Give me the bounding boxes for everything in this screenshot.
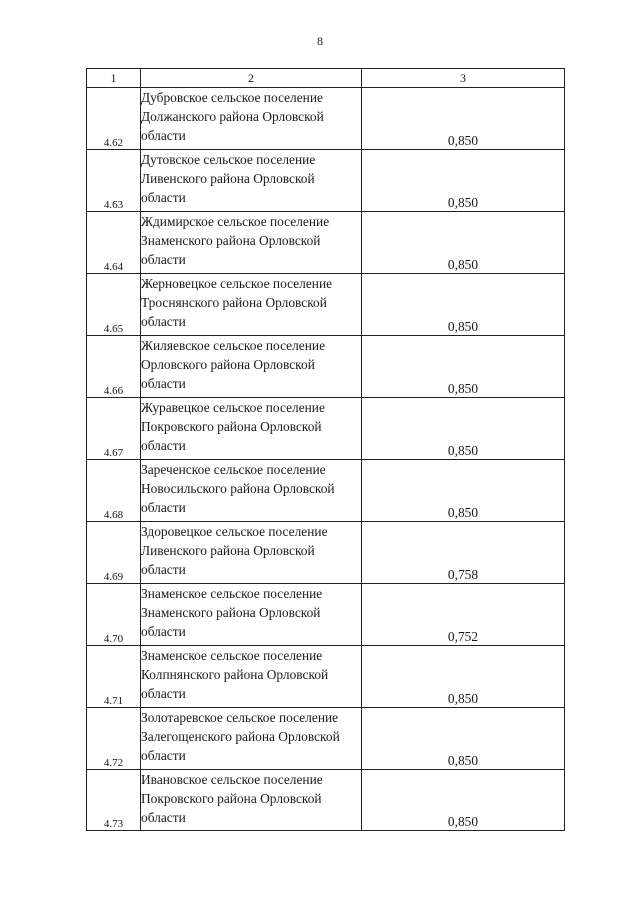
table-row bbox=[87, 646, 565, 708]
coefficient-value: 0,850 bbox=[362, 274, 565, 336]
row-number: 4.64 bbox=[87, 212, 141, 274]
coefficient-value: 0,752 bbox=[362, 584, 565, 646]
row-number: 4.62 bbox=[87, 88, 141, 150]
table-row bbox=[87, 88, 565, 150]
row-number: 4.68 bbox=[87, 460, 141, 522]
coefficient-value: 0,850 bbox=[362, 150, 565, 212]
table-row bbox=[87, 522, 565, 584]
table-row bbox=[87, 336, 565, 398]
header-col-1: 1 bbox=[87, 69, 141, 88]
table-row bbox=[87, 460, 565, 522]
coefficient-value: 0,758 bbox=[362, 522, 565, 584]
settlement-name: Знаменское сельское поселение Знаменского района Орловской области bbox=[141, 584, 362, 646]
table-row bbox=[87, 770, 565, 831]
row-number: 4.69 bbox=[87, 522, 141, 584]
settlement-name: Журавецкое сельское поселение Покровского района Орловской области bbox=[141, 398, 362, 460]
row-number: 4.73 bbox=[87, 770, 141, 831]
table-row bbox=[87, 274, 565, 336]
settlement-name: Жерновецкое сельское поселение Троснянского района Орловской области bbox=[141, 274, 362, 336]
table-row bbox=[87, 708, 565, 770]
coefficient-value: 0,850 bbox=[362, 398, 565, 460]
settlement-name: Жиляевское сельское поселение Орловского района Орловской области bbox=[141, 336, 362, 398]
table-header-row bbox=[87, 69, 565, 88]
row-number: 4.72 bbox=[87, 708, 141, 770]
settlement-name: Знаменское сельское поселение Колпнянского района Орловской области bbox=[141, 646, 362, 708]
settlement-name: Дубровское сельское поселение Должанского района Орловской области bbox=[141, 88, 362, 150]
coefficient-value: 0,850 bbox=[362, 212, 565, 274]
settlement-name: Дутовское сельское поселение Ливенского района Орловской области bbox=[141, 150, 362, 212]
table-row bbox=[87, 212, 565, 274]
coefficient-value: 0,850 bbox=[362, 88, 565, 150]
settlement-name: Ждимирское сельское поселение Знаменского района Орловской области bbox=[141, 212, 362, 274]
table-row bbox=[87, 398, 565, 460]
coefficients-table bbox=[86, 68, 565, 831]
settlement-name: Ивановское сельское поселение Покровского района Орловской области bbox=[141, 770, 362, 831]
row-number: 4.70 bbox=[87, 584, 141, 646]
table-row bbox=[87, 584, 565, 646]
settlement-name: Здоровецкое сельское поселение Ливенского района Орловской области bbox=[141, 522, 362, 584]
coefficient-value: 0,850 bbox=[362, 460, 565, 522]
coefficient-value: 0,850 bbox=[362, 336, 565, 398]
row-number: 4.71 bbox=[87, 646, 141, 708]
header-col-3: 3 bbox=[362, 69, 565, 88]
table-row bbox=[87, 150, 565, 212]
coefficient-value: 0,850 bbox=[362, 770, 565, 831]
coefficient-value: 0,850 bbox=[362, 646, 565, 708]
row-number: 4.65 bbox=[87, 274, 141, 336]
page-number: 8 bbox=[317, 34, 323, 48]
row-number: 4.67 bbox=[87, 398, 141, 460]
row-number: 4.63 bbox=[87, 150, 141, 212]
settlement-name: Зареченское сельское поселение Новосильского района Орловской области bbox=[141, 460, 362, 522]
row-number: 4.66 bbox=[87, 336, 141, 398]
coefficient-value: 0,850 bbox=[362, 708, 565, 770]
settlement-name: Золотаревское сельское поселение Залегощенского района Орловской области bbox=[141, 708, 362, 770]
header-col-2: 2 bbox=[141, 69, 362, 88]
